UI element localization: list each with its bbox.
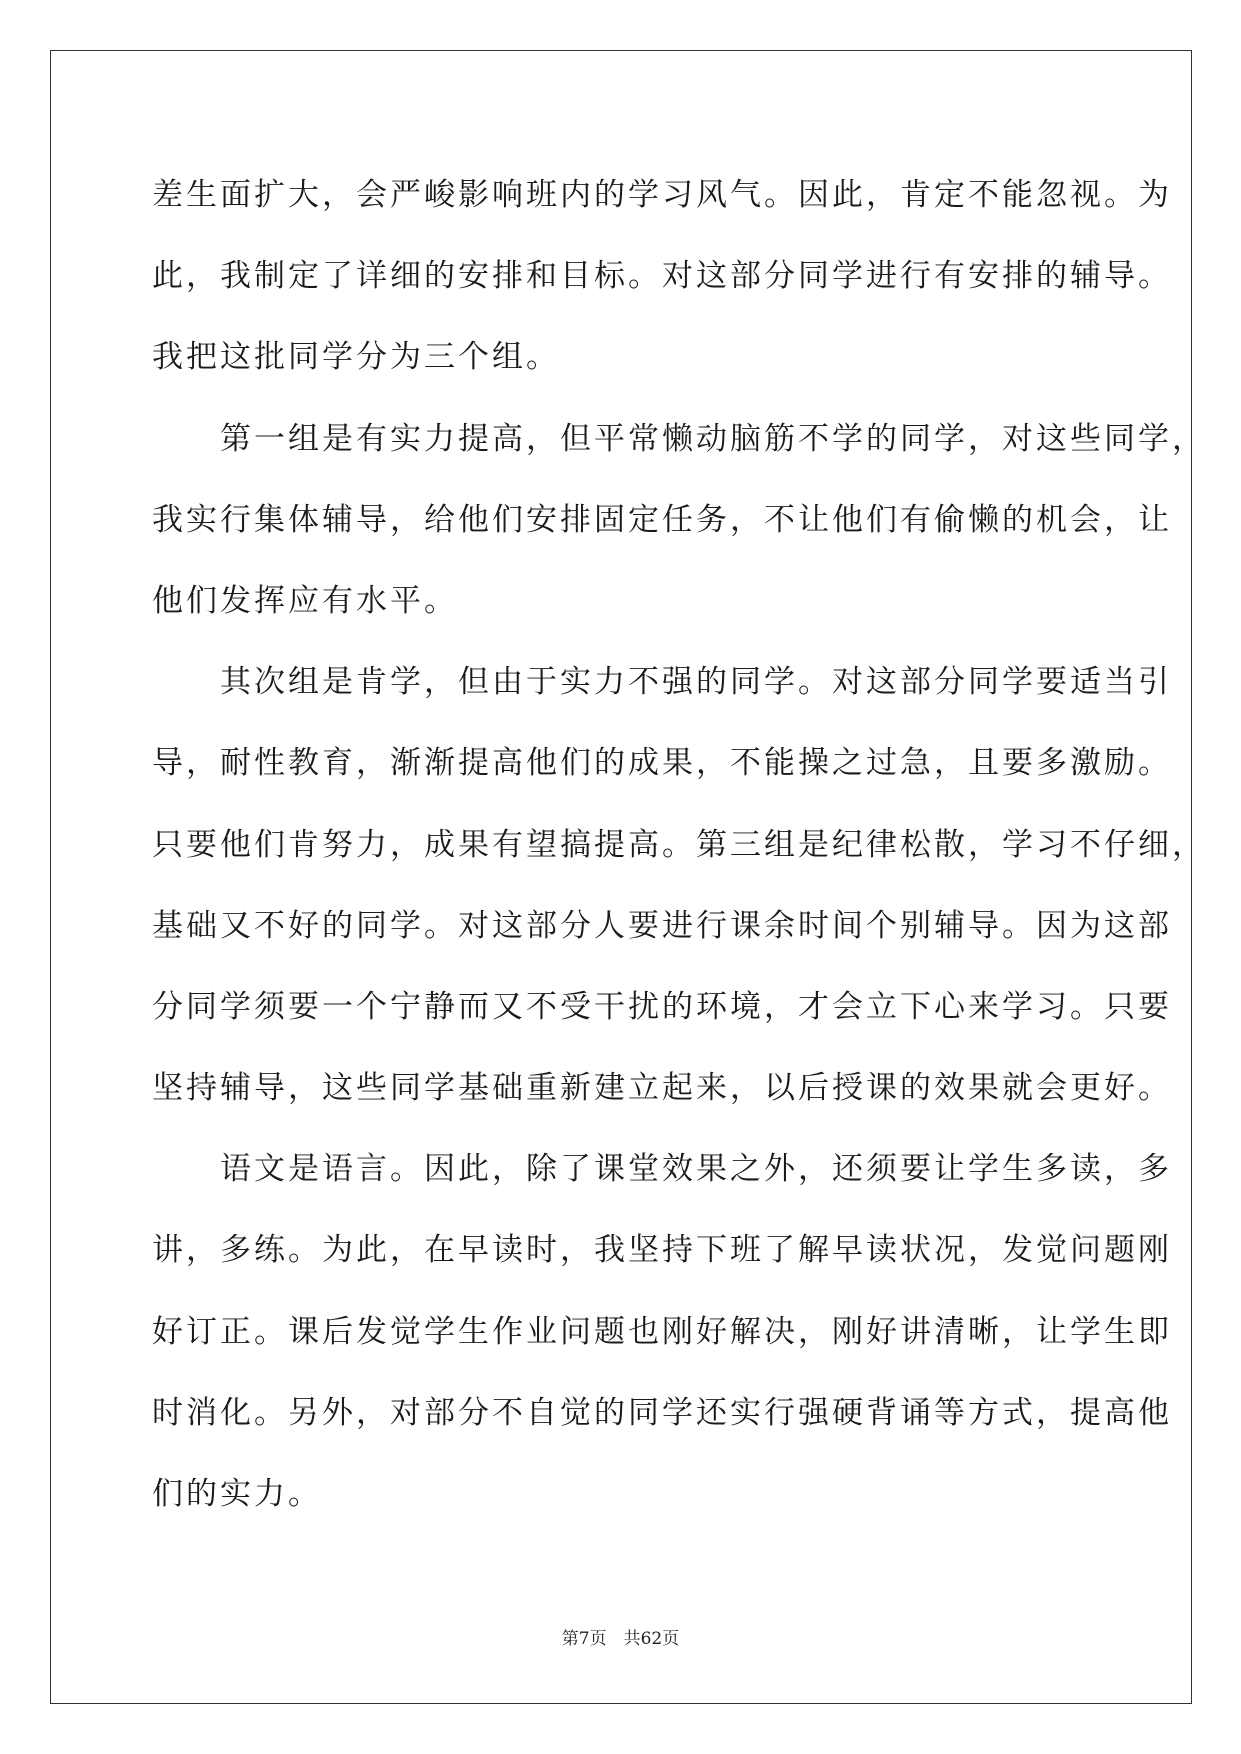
page-number-footer: 第7页 共62页	[561, 1629, 680, 1649]
text-line: 差生面扩大，会严峻影响班内的学习风气。因此，肯定不能忽视。为	[152, 177, 1172, 213]
text-line: 坚持辅导，这些同学基础重新建立起来，以后授课的效果就会更好。	[152, 1070, 1172, 1107]
text-line: 我把这批同学分为三个组。	[152, 339, 560, 376]
text-line: 基础又不好的同学。对这部分人要进行课余时间个别辅导。因为这部	[152, 907, 1172, 944]
text-line: 导，耐性教育，渐渐提高他们的成果，不能操之过急，且要多激励。	[152, 745, 1172, 782]
document-body	[152, 167, 1206, 1547]
text-line: 讲，多练。为此，在早读时，我坚持下班了解早读状况，发觉问题刚	[152, 1232, 1172, 1269]
text-line: 只要他们肯努力，成果有望搞提高。第三组是纪律松散，学习不仔细，	[152, 826, 1206, 863]
text-line: 时消化。另外，对部分不自觉的同学还实行强硬背诵等方式，提高他	[152, 1394, 1172, 1431]
text-line: 语文是语言。因此，除了课堂效果之外，还须要让学生多读，多	[152, 1151, 1172, 1188]
text-line: 好订正。课后发觉学生作业问题也刚好解决，刚好讲清晰，让学生即	[152, 1313, 1172, 1350]
text-line: 第一组是有实力提高，但平常懒动脑筋不学的同学，对这些同学，	[152, 420, 1206, 457]
text-line: 此，我制定了详细的安排和目标。对这部分同学进行有安排的辅导。	[152, 258, 1172, 295]
text-line: 们的实力。	[152, 1476, 322, 1512]
text-line: 其次组是肯学，但由于实力不强的同学。对这部分同学要适当引	[152, 664, 1172, 701]
text-line: 他们发挥应有水平。	[152, 582, 458, 619]
text-line: 我实行集体辅导，给他们安排固定任务，不让他们有偷懒的机会，让	[152, 501, 1172, 538]
text-line: 分同学须要一个宁静而又不受干扰的环境，才会立下心来学习。只要	[152, 988, 1172, 1025]
